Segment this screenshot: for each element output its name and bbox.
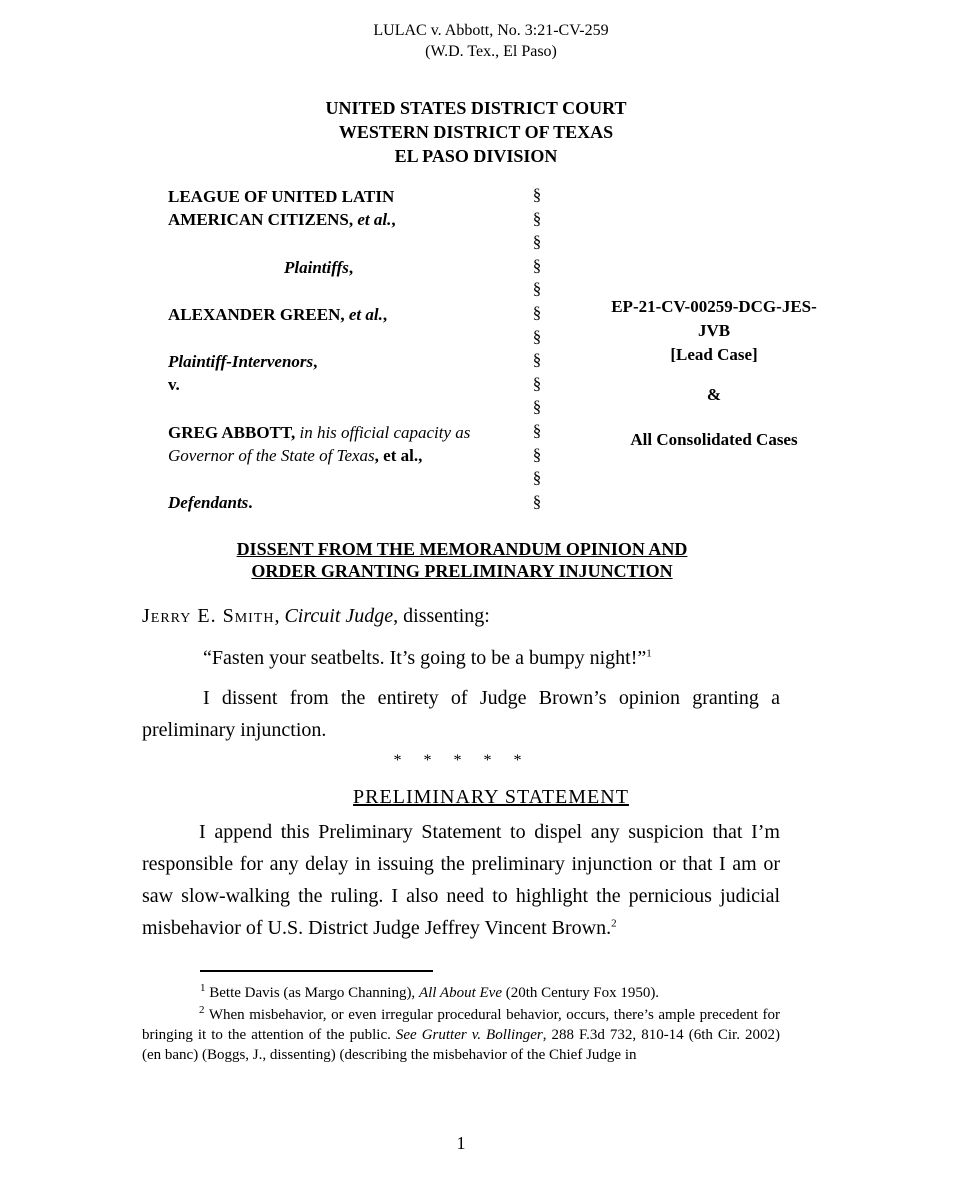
footnote-2-citation: , 288 F.3d 732, 810-14 (6th Cir. 2002) (en banc) (Boggs, J., dissenting) (describing the misbehavior of the Chief Judge in (142, 1027, 780, 1063)
section-symbol: § (532, 468, 542, 488)
footnote-ref-2: 2 (611, 917, 617, 930)
plaintiffs-comma: , (348, 258, 354, 277)
footnote-1-text: Bette Davis (as Margo Channing), (209, 985, 419, 1001)
dissenting-label: , dissenting: (393, 605, 490, 627)
judge-title: Circuit Judge (284, 605, 394, 627)
intervenors-label: Plaintiff-Intervenors (168, 352, 314, 371)
section-symbol: § (532, 232, 542, 252)
lead-case-label: [Lead Case] (670, 345, 758, 364)
quote-text: “Fasten your seatbelts. It’s going to be a bumpy night!” (203, 647, 647, 669)
defendant-party (168, 421, 528, 467)
plaintiff-name-line1: LEAGUE OF UNITED LATIN (168, 187, 395, 206)
preliminary-statement-heading: PRELIMINARY STATEMENT (353, 786, 629, 808)
section-symbol: § (532, 185, 542, 204)
consolidated-cases-label: All Consolidated Cases (630, 430, 798, 449)
footnote-1-citation: (20th Century Fox 1950). (501, 985, 660, 1001)
plaintiff-comma: , (391, 210, 396, 229)
section-symbol: § (532, 279, 542, 299)
intervenors-comma: , (313, 352, 318, 371)
case-number-line1: EP-21-CV-00259-DCG-JES- (611, 297, 817, 316)
section-symbol: § (532, 326, 542, 346)
court-name: UNITED STATES DISTRICT COURT (325, 98, 627, 118)
court-district: WESTERN DISTRICT OF TEXAS (338, 122, 614, 142)
footnote-2-text: When misbehavior, or even irregular procedural behavior, occurs, there’s ample precedent for bringing it to the attention of the public. (142, 1007, 780, 1043)
preliminary-text: I append this Preliminary Statement to dispel any suspicion that I’m responsible for any delay in issuing the preliminary injunction or that I am or saw slow-walking the ruling. I also need to highlight the pernicious judicial misbehavior of U.S. District Judge Jeffrey Vincent Brown. (142, 821, 780, 939)
defendant-capacity-line1: in his official capacity as (299, 423, 471, 442)
section-symbol: § (532, 208, 542, 228)
footnote-2 (142, 1005, 780, 1065)
footnote-2-case: See Grutter v. Bollinger (395, 1027, 543, 1043)
section-break-asterisks: * * * * * (393, 752, 531, 769)
section-symbol: § (532, 373, 542, 393)
section-symbol: § (532, 350, 542, 370)
document-title-line2: ORDER GRANTING PRELIMINARY INJUNCTION (251, 561, 673, 581)
judge-name: Jerry E. Smith (142, 605, 275, 627)
plaintiff-et-al: et al. (357, 210, 392, 229)
ampersand: & (706, 385, 722, 404)
court-division: EL PASO DIVISION (394, 146, 558, 166)
plaintiff-party (168, 185, 528, 231)
defendant-capacity-line2: Governor of the State of Texas (168, 446, 375, 465)
section-symbol: § (532, 302, 542, 322)
document-title (0, 538, 924, 582)
document-title-line1: DISSENT FROM THE MEMORANDUM OPINION AND (236, 539, 688, 559)
intervenor-name: ALEXANDER GREEN, (168, 305, 345, 324)
footnote-1 (200, 983, 780, 1003)
footnote-2-marker: 2 (199, 1004, 205, 1016)
section-symbol: § (532, 444, 542, 464)
footnote-1-marker: 1 (200, 982, 206, 994)
defendants-role (168, 491, 528, 514)
plaintiff-name-line2: AMERICAN CITIZENS, (168, 210, 354, 229)
case-citation-header (0, 20, 954, 62)
intervenor-party (168, 303, 528, 326)
dissent-paragraph: I dissent from the entirety of Judge Brown’s opinion granting a preliminary injunction. (142, 687, 780, 741)
preliminary-paragraph (142, 816, 780, 944)
section-symbol: § (532, 397, 542, 417)
section-symbol: § (532, 420, 542, 440)
defendant-name: GREG ABBOTT, (168, 423, 296, 442)
plaintiffs-role (284, 256, 484, 279)
footnote-1-title: All About Eve (418, 985, 502, 1001)
footnote-ref-1: 1 (646, 647, 652, 660)
page-number: 1 (456, 1133, 466, 1153)
case-citation-line2: (W.D. Tex., El Paso) (425, 43, 557, 60)
intervenor-comma: , (382, 305, 388, 324)
footnote-divider (200, 970, 433, 972)
defendant-et-al: , et al., (374, 446, 423, 465)
court-heading (0, 96, 952, 168)
case-number-line2: JVB (697, 321, 731, 340)
versus-label: v. (168, 375, 180, 394)
intervenors-role (168, 350, 528, 396)
section-symbol: § (532, 255, 542, 275)
defendants-period: . (248, 493, 253, 512)
section-symbol: § (532, 491, 542, 511)
section-symbol-column (528, 183, 546, 513)
case-number-block (588, 295, 840, 367)
defendants-label: Defendants (168, 493, 249, 512)
plaintiffs-label: Plaintiffs (284, 258, 349, 277)
case-citation-line1: LULAC v. Abbott, No. 3:21-CV-259 (373, 22, 609, 39)
intervenor-et-al: et al. (348, 305, 383, 324)
opening-quote (203, 642, 803, 674)
judge-line: Jerry E. Smith, Circuit Judge, dissenting: (142, 605, 490, 627)
